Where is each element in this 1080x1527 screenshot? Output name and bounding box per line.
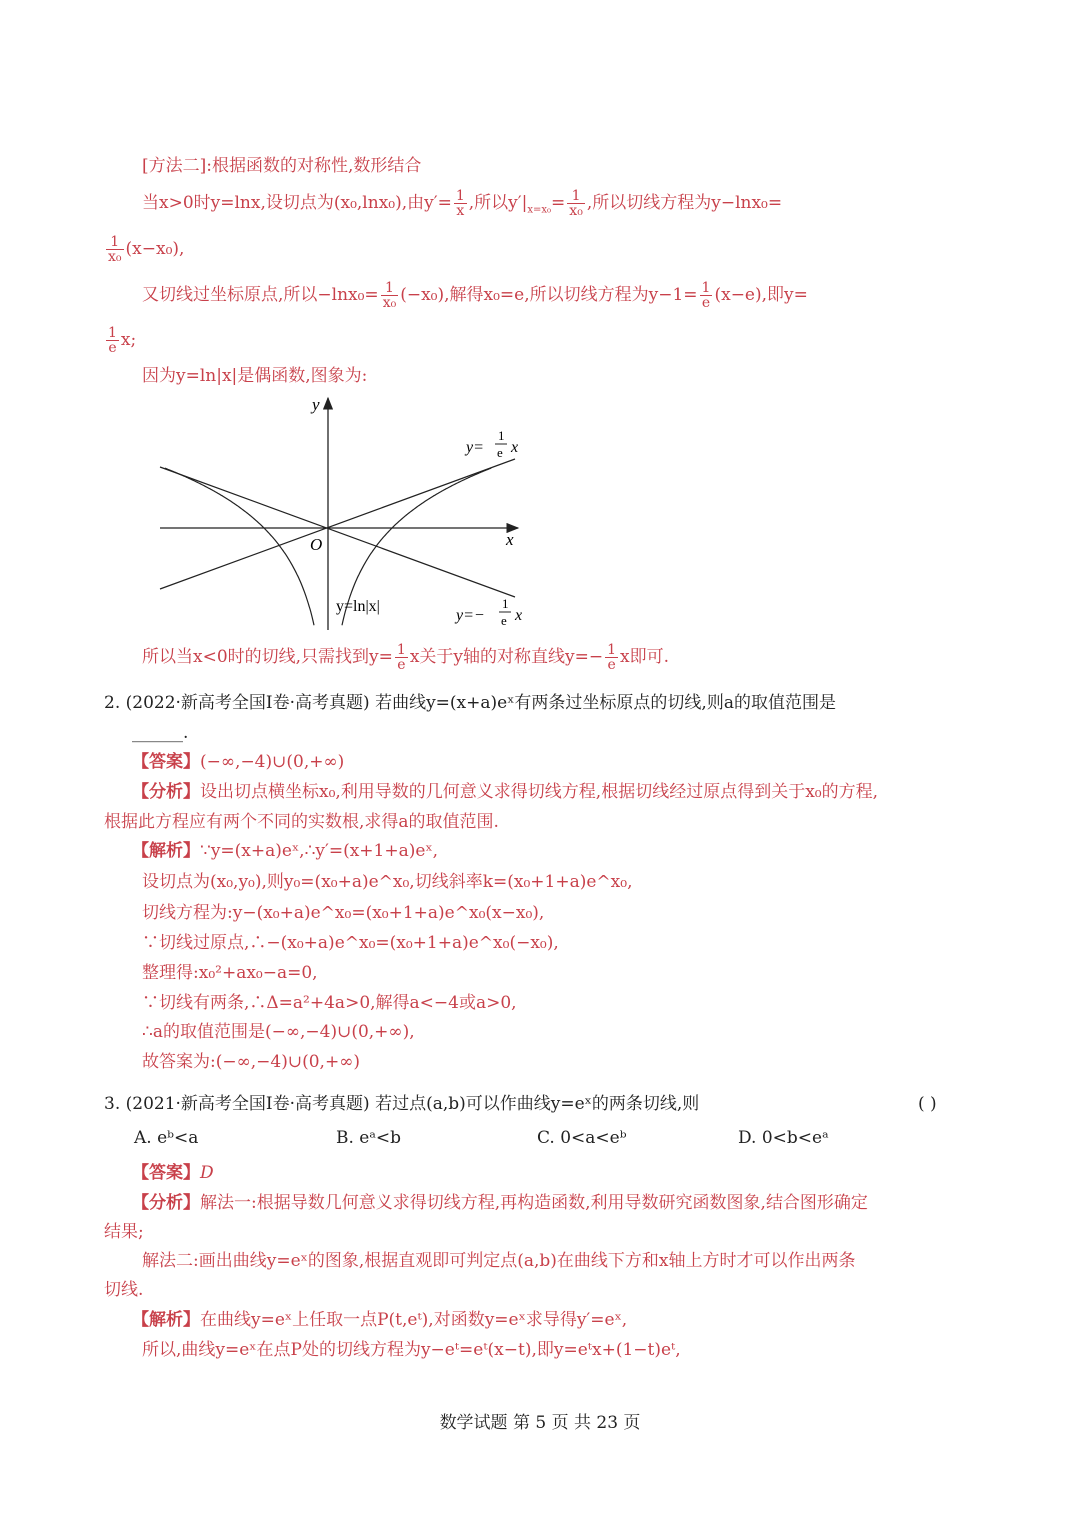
fraction-numerator: 1: [381, 281, 399, 296]
q3-analysis-2: 结果;: [104, 1222, 144, 1242]
analysis-tag: 【分析】: [132, 1193, 200, 1213]
line-neg-label-a: y=−: [456, 607, 485, 624]
solution-text: 在曲线y=eˣ上任取一点P(t,eᵗ),对函数y=eˣ求导得y′=eˣ,: [200, 1310, 628, 1330]
q2-solution-6: ∵切线有两条,∴Δ=a²+4a>0,解得a<−4或a>0,: [142, 993, 517, 1013]
fraction: [381, 281, 399, 310]
q2-solution-7: ∴a的取值范围是(−∞,−4)∪(0,+∞),: [142, 1022, 415, 1042]
fraction-numerator: 1: [106, 235, 124, 250]
q2-answer: [132, 751, 344, 773]
fraction: [106, 235, 124, 264]
method2-line1: [142, 189, 782, 221]
q2-solution-2: 设切点为(x₀,y₀),则y₀=(x₀+a)e^x₀,切线斜率k=(x₀+1+a)e^x₀,: [142, 872, 633, 892]
q3-option-a: A. eᵇ<a: [134, 1128, 199, 1148]
solution-tag: 【解析】: [132, 841, 200, 861]
text-segment: ,所以切线方程为y−lnx₀=: [586, 193, 783, 213]
line-pos-label-b: x: [511, 439, 519, 456]
q3-analysis-3: 解法二:画出曲线y=eˣ的图象,根据直观即可判定点(a,b)在曲线下方和x轴上方时才可以作出两条: [142, 1251, 856, 1271]
q3-analysis-1: [132, 1192, 868, 1214]
text-segment: (x−x₀),: [125, 239, 185, 259]
text-segment: x关于y轴的对称直线y=−: [409, 647, 604, 667]
q2-solution-5: 整理得:x₀²+ax₀−a=0,: [142, 963, 318, 983]
line-pos-frac-num: 1: [498, 428, 505, 443]
method2-line3: [142, 281, 808, 310]
fraction-denominator: x₀: [569, 203, 583, 219]
fraction-denominator: e: [108, 340, 117, 356]
text-segment: 又切线过坐标原点,所以−lnx₀=: [142, 285, 379, 305]
line-neg-frac-num: 1: [502, 596, 509, 611]
origin-label: O: [310, 535, 323, 554]
x-axis-label: x: [506, 530, 514, 549]
fraction-numerator: 1: [455, 188, 465, 204]
q3-option-d: D. 0<b<eᵃ: [738, 1128, 829, 1148]
ln-curve-left: [165, 468, 314, 625]
line-neg-frac-den: e: [501, 613, 507, 628]
q2-analysis-2: 根据此方程应有两个不同的实数根,求得a的取值范围.: [104, 812, 499, 832]
fraction: [454, 189, 467, 218]
q2-solution-4: ∵切线过原点,∴−(x₀+a)e^x₀=(x₀+1+a)e^x₀(−x₀),: [142, 933, 559, 953]
text-segment: (−x₀),解得x₀=e,所以切线方程为y−1=: [400, 285, 698, 305]
answer-tag: 【答案】: [132, 1163, 200, 1183]
page-footer: 数学试题 第 5 页 共 23 页: [439, 1413, 641, 1433]
text-segment: x;: [120, 330, 137, 350]
fraction-numerator: 1: [701, 280, 711, 296]
answer-text: D: [200, 1163, 214, 1183]
curve-label: y=ln|x|: [336, 598, 380, 615]
answer-text: (−∞,−4)∪(0,+∞): [200, 752, 345, 772]
q2-stem: 2. (2022·新高考全国Ⅰ卷·高考真题) 若曲线y=(x+a)eˣ有两条过坐标原点的切线,则a的取值范围是: [104, 693, 836, 713]
fraction-numerator: 1: [567, 189, 585, 204]
line-neg-label-b: x: [515, 607, 523, 624]
analysis-tag: 【分析】: [132, 782, 200, 802]
fraction: [106, 326, 119, 355]
text-segment: ,所以y′|: [468, 193, 528, 213]
fraction: [700, 281, 713, 310]
fraction-denominator: e: [701, 295, 711, 311]
fraction-denominator: x₀: [382, 295, 397, 311]
text-segment: 所以当x<0时的切线,只需找到y=: [142, 647, 393, 667]
q3-solution-1: [132, 1309, 627, 1331]
fraction-denominator: e: [397, 657, 406, 673]
q2-solution-3: 切线方程为:y−(x₀+a)e^x₀=(x₀+1+a)e^x₀(x−x₀),: [142, 903, 545, 923]
text-segment: x即可.: [620, 647, 670, 667]
text-segment: =: [551, 193, 566, 213]
fraction: [605, 643, 618, 672]
fraction-denominator: e: [607, 657, 616, 673]
fraction: [567, 189, 585, 218]
q3-option-b: B. eᵃ<b: [336, 1128, 402, 1148]
y-axis-label: y: [312, 395, 320, 414]
q3-analysis-4: 切线.: [104, 1280, 144, 1300]
line-pos-frac-den: e: [497, 445, 503, 460]
method2-line6: [142, 643, 669, 672]
text-segment: (x−e),即y=: [714, 285, 808, 305]
fraction-numerator: 1: [396, 642, 406, 658]
q2-blank: ______.: [132, 723, 189, 743]
q3-answer-bracket: ( ): [918, 1094, 937, 1114]
method2-line5: 因为y=ln|x|是偶函数,图象为:: [142, 366, 368, 386]
q3-option-c: C. 0<a<eᵇ: [537, 1128, 627, 1148]
answer-tag: 【答案】: [132, 752, 200, 772]
q3-solution-2: 所以,曲线y=eˣ在点P处的切线方程为y−eᵗ=eᵗ(x−t),即y=eᵗx+(1−t)eᵗ,: [142, 1340, 681, 1360]
analysis-text: 解法一:根据导数几何意义求得切线方程,再构造函数,利用导数研究函数图象,结合图形确定: [200, 1193, 868, 1213]
fraction: [395, 643, 408, 672]
tangent-line-positive: [160, 459, 515, 589]
fraction-numerator: 1: [108, 325, 117, 341]
method2-heading: [方法二]:根据函数的对称性,数形结合: [142, 156, 422, 176]
fraction-denominator: x₀: [108, 249, 122, 265]
q3-stem: 3. (2021·新高考全国Ⅰ卷·高考真题) 若过点(a,b)可以作曲线y=eˣ的两条切线,则: [104, 1094, 700, 1114]
subscript: x=x₀: [527, 204, 552, 216]
solution-tag: 【解析】: [132, 1310, 200, 1330]
method2-line2: [104, 235, 184, 264]
q3-answer: [132, 1162, 214, 1184]
method2-line4: [104, 326, 136, 355]
q2-solution-1: [132, 840, 438, 862]
line-pos-label-a: y=: [466, 439, 484, 456]
tangent-line-negative: [160, 467, 515, 597]
q2-solution-8: 故答案为:(−∞,−4)∪(0,+∞): [142, 1052, 360, 1072]
analysis-text: 设出切点横坐标x₀,利用导数的几何意义求得切线方程,根据切线经过原点得到关于x₀的方程,: [200, 782, 879, 802]
graph-figure: [150, 390, 540, 635]
text-segment: 当x>0时y=lnx,设切点为(x₀,lnx₀),由y′=: [142, 193, 452, 213]
fraction-numerator: 1: [607, 642, 617, 658]
solution-text: ∵y=(x+a)eˣ,∴y′=(x+1+a)eˣ,: [200, 841, 439, 861]
q2-analysis-1: [132, 781, 878, 803]
fraction-denominator: x: [456, 203, 465, 219]
